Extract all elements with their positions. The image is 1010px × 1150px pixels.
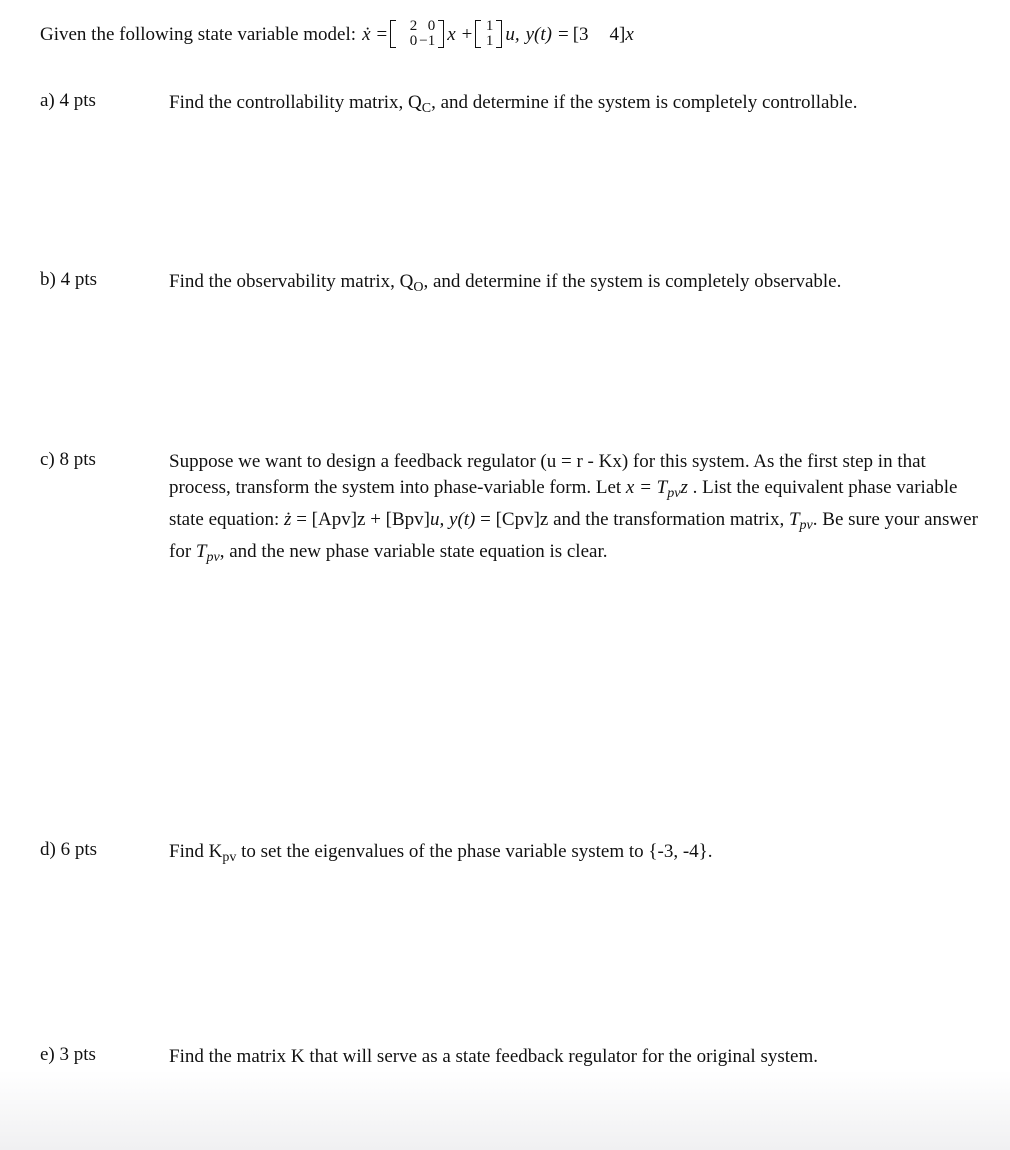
matrix-a	[390, 18, 444, 50]
state-model-header	[40, 18, 634, 50]
matrix-a-cell: 2	[409, 18, 418, 34]
matrix-b-cell: 1	[485, 33, 494, 49]
question-text: Find the controllability matrix, $Q_C$, and determine if the system is completely controllable.	[169, 92, 858, 116]
intro-text: Given the following state variable model:	[40, 23, 357, 45]
y-output: y(t)	[525, 23, 552, 45]
question-label: a) 4 pts	[40, 90, 96, 111]
question-label: e) 3 pts	[40, 1044, 96, 1065]
equals-sign-2: =	[558, 23, 569, 45]
x-vector-2: x	[625, 23, 634, 45]
question-label: b) 4 pts	[40, 269, 97, 290]
matrix-a-cell: 0	[427, 18, 436, 34]
matrix-a-cell: −1	[419, 33, 436, 49]
question-text: Find $K_{pv}$ to set the eigenvalues of the phase variable system to {-3, -4}.	[169, 841, 713, 865]
equals-sign: =	[376, 23, 388, 45]
matrix-a-cell: 0	[409, 33, 418, 49]
question-text: Find the matrix K that will serve as a state feedback regulator for the original system.	[169, 1046, 818, 1067]
question-label: d) 6 pts	[40, 839, 97, 860]
xdot-symbol: ẋ	[362, 23, 371, 45]
matrix-c-cell: 4	[609, 23, 620, 45]
matrix-c: [ 3 4 ]	[572, 23, 626, 45]
page-footer-shade	[0, 1070, 1010, 1150]
matrix-b	[475, 18, 502, 50]
plus-sign: +	[461, 23, 473, 45]
u-input: u,	[505, 23, 520, 45]
question-text: Suppose we want to design a feedback regulator (u = r - Kx) for this system. As the first step in that process, transform the system into phase-variable form. Let $x = T_{pv}z$ . List the equivalent phase variable state equation: ż = [Apv]z + [Bpv]u, y(t) = [Cpv]z and the transformation matrix, $T_{pv}$. Be sure your answer for $T_{pv}$, and the new phase variable state equation is clear.	[169, 451, 978, 565]
matrix-c-cell: 3	[579, 23, 589, 45]
question-text: Find the observability matrix, $Q_O$, and determine if the system is completely observable.	[169, 271, 842, 295]
x-vector: x	[447, 23, 456, 45]
matrix-b-cell: 1	[485, 18, 494, 34]
question-label: c) 8 pts	[40, 449, 96, 470]
